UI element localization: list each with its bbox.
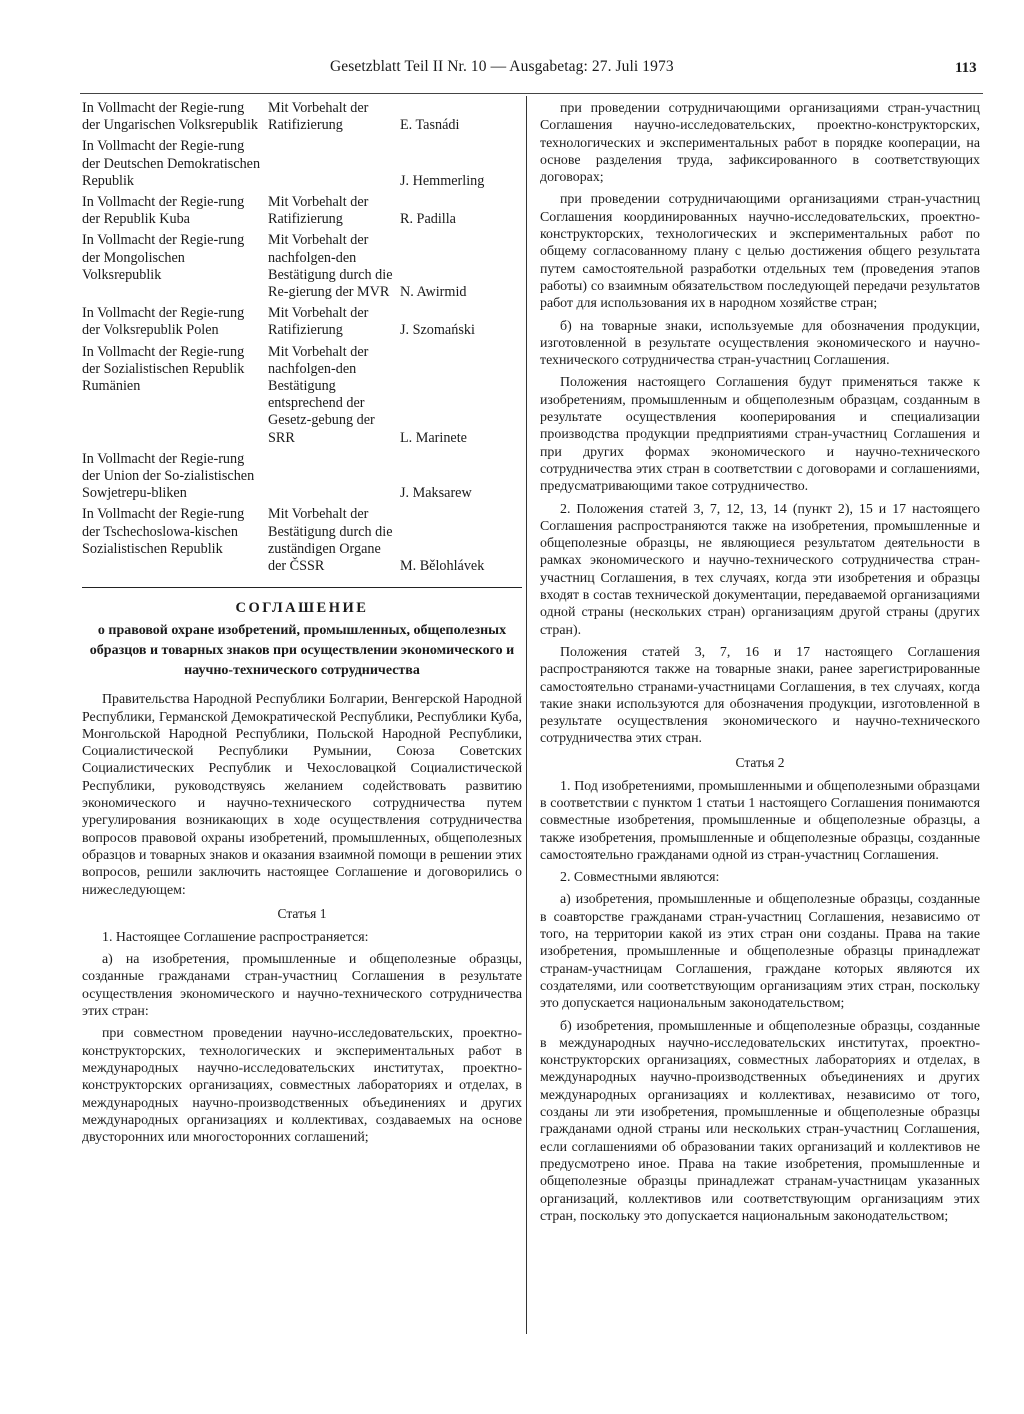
signature-reservation: [268, 451, 398, 503]
preamble-paragraph: Правительства Народной Республики Болгарии, Венгерской Народной Республики, Германской Демократической Республики, Республики Куба, Монгольской Народной Республики, Польской Народной Республики, Социалистической Республики Румынии, Союза Советских Социалистических Республик и Чехословацкой Социалистической Республики, руководствуясь желанием содействовать развитию экономического и научно-технического сотрудничества путем урегулирования возникающих в ходе осуществления сотрудничества вопросов правовой охраны изобретений, промышленных, общеполезных образцов и товарных знаков и оказания взаимной помощи в решении этих вопросов, решили заключить настоящее Соглашение и договорились о нижеследующем:: [82, 692, 522, 898]
article-paragraph: при совместном проведении научно-исследовательских, проектно-конструкторских, технологических и экспериментальных работ в международных научно-исследовательских институтах, проектно-конструкторских организациях, совместных лабораториях и отделах, в международных научно-производственных объединениях и других международных организациях и коллективах, создаваемых на основе двусторонних или многосторонних соглашений;: [82, 1026, 522, 1146]
signature-block: [82, 138, 522, 190]
signature-reservation: Mit Vorbehalt der Ratifizierung: [268, 100, 369, 134]
signatory-name: E. Tasnádi: [400, 117, 460, 134]
signatory-name: J. Maksarew: [400, 485, 472, 502]
agreement-subtitle: о правовой охране изобретений, промышленных, общеполезных образцов и товарных знаков при осуществлении экономического и научно-технического сотрудничества: [89, 623, 515, 679]
left-column: [82, 100, 522, 1151]
article-paragraph: а) на изобретения, промышленные и общеполезные образцы, созданные гражданами стран-участниц Соглашения в результате осуществления экономического и научно-технического сотрудничества этих стран:: [82, 952, 522, 1020]
signature-reservation: Mit Vorbehalt der nachfolgen-den Bestätigung entsprechend der Gesetz-gebung der SRR: [268, 343, 375, 446]
header-rule: [80, 93, 983, 94]
article-paragraph: б) изобретения, промышленные и общеполезные образцы, созданные в международных научно-исследовательских институтах, проектно-конструкторских организациях, совместных лабораториях и отделах, в международных научно-производственных объединениях и других международных организациях и коллективах, независимо от того, созданы ли эти изобретения, промышленные и общеполезные образцы гражданами одной страны или нескольких стран-участниц Соглашения, если соглашениями об образовании таких организаций и коллективов не предусмотрено иное. Права на такие изобретения, промышленные и общеполезные образцы принадлежат странам-участницам указанных организаций, коллективов или соответствующим организациям этих стран, поскольку это допускается национальным законодательством;: [540, 1018, 980, 1224]
article-paragraph: 2. Совместными являются:: [560, 870, 720, 886]
signature-authority: In Vollmacht der Regie-rung der Mongolischen Volksrepublik: [82, 232, 245, 283]
signatory-name: L. Marinete: [400, 429, 467, 446]
signatory-name: J. Szomański: [400, 322, 475, 339]
column-divider: [526, 96, 527, 1334]
signatory-name: M. Bělohlávek: [400, 558, 485, 575]
signatory-name: J. Hemmerling: [400, 172, 485, 189]
article-paragraph: при проведении сотрудничающими организациями стран-участниц Соглашения координированных научно-исследовательских, проектно-конструкторских, технологических и экспериментальных работ по общему согласованному плану с целью достижения общего результата путем самостоятельной разработки отдельных тем (проведения этапов работы) со взаимным обязательством последующей передачи результатов работ для использования их в народном хозяйстве стран;: [540, 192, 980, 312]
signature-authority: In Vollmacht der Regie-rung der Union der So-zialistischen Sowjetrepu-bliken: [82, 450, 255, 502]
signature-authority: In Vollmacht der Regie-rung der Deutschen Demokratischen Republik: [82, 138, 261, 189]
signature-reservation: Mit Vorbehalt der Bestätigung durch die zuständigen Organe der ČSSR: [268, 506, 393, 575]
signature-block: [82, 100, 522, 134]
signatory-name: N. Awirmid: [400, 284, 467, 301]
page-number: 113: [955, 60, 977, 76]
article-paragraph: 1. Настоящее Соглашение распространяется:: [102, 929, 369, 945]
page-header: [0, 56, 1024, 82]
article-paragraph: а) изобретения, промышленные и общеполезные образцы, созданные в соавторстве гражданами стран-участниц Соглашения, независимо от того, на территории какой из этих стран они созданы. Права на такие изобретения, промышленные и общеполезные образцы принадлежат странам-участницам Соглашения, граждане которых являются их создателями, или соответствующим организациям этих стран, поскольку это допускается национальным законодательством;: [540, 892, 980, 1012]
signature-block: [82, 194, 522, 228]
signature-reservation: Mit Vorbehalt der nachfolgen-den Bestätigung durch die Re-gierung der MVR: [268, 232, 393, 301]
article-1-heading: Статья 1: [277, 905, 327, 921]
article-2-heading: Статья 2: [735, 754, 785, 770]
right-column: [540, 100, 980, 1230]
signature-authority: In Vollmacht der Regie-rung der Volksrepublik Polen: [82, 305, 245, 339]
signature-block: [82, 232, 522, 301]
article-paragraph: б) на товарные знаки, используемые для обозначения продукции, изготовленной в результате осуществления экономического и научно-технического сотрудничества стран-участниц Соглашения.: [540, 318, 980, 369]
signature-authority: In Vollmacht der Regie-rung der Ungarischen Volksrepublik: [82, 100, 258, 134]
signature-reservation: Mit Vorbehalt der Ratifizierung: [268, 194, 369, 228]
signature-authority: In Vollmacht der Regie-rung der Sozialistischen Republik Rumänien: [82, 343, 245, 395]
signature-block: [82, 305, 522, 339]
signature-block: [82, 344, 522, 447]
article-paragraph: Положения настоящего Соглашения будут применяться также к изобретениям, промышленным и общеполезным образцам, созданным в результате осуществления кооперирования и специализации производства продукции предприятиями стран-участниц Соглашения и при других формах экономического и научно-технического сотрудничества этих стран в соответствии с договорами и соглашениями, предусматривающими такое сотрудничество.: [540, 375, 980, 495]
signatory-name: R. Padilla: [400, 211, 456, 228]
signature-reservation: Mit Vorbehalt der Ratifizierung: [268, 305, 369, 339]
header-title: Gesetzblatt Teil II Nr. 10 — Ausgabetag: 27. Juli 1973: [330, 58, 674, 75]
signature-authority: In Vollmacht der Regie-rung der Tschechoslowa-kischen Sozialistischen Republik: [82, 506, 245, 557]
signature-authority: In Vollmacht der Regie-rung der Republik Kuba: [82, 194, 245, 228]
article-paragraph: 2. Положения статей 3, 7, 12, 13, 14 (пункт 2), 15 и 17 настоящего Соглашения распространяются также на изобретения, промышленные и общеполезные образцы, не являющиеся результатом деятельности в рамках экономического и научно-технического сотрудничества стран-участниц Соглашения, в тех случаях, когда эти изобретения и образцы входят в состав технической документации, передаваемой организациями одной страны (нескольких стран) организациям другой страны (других стран).: [540, 501, 980, 638]
article-paragraph: Положения статей 3, 7, 16 и 17 настоящего Соглашения распространяются также на товарные знаки, ранее зарегистрированные самостоятельно странами-участницами Соглашения, в тех случаях, когда такие знаки используются для обозначения продукции, изготовленной в результате осуществления экономического и научно-технического сотрудничества этих стран.: [540, 644, 980, 747]
signature-block: [82, 451, 522, 503]
signature-block: [82, 506, 522, 575]
signature-reservation: [268, 138, 398, 190]
section-rule: [82, 587, 522, 588]
agreement-title: СОГЛАШЕНИЕ: [235, 600, 369, 617]
article-paragraph: при проведении сотрудничающими организациями стран-участниц Соглашения научно-исследовательских, проектно-конструкторских, технологических и экспериментальных работ в порядке кооперации, на основе разделения труда, зафиксированного в соответствующих договорах;: [540, 101, 980, 186]
article-paragraph: 1. Под изобретениями, промышленными и общеполезными образцами в соответствии с пунктом 1 статьи 1 настоящего Соглашения понимаются совместные изобретения, промышленные и общеполезные образцы, а также изобретения, промышленные и общеполезные образцы, созданные самостоятельно гражданами одной из стран-участниц Соглашения.: [540, 778, 980, 863]
